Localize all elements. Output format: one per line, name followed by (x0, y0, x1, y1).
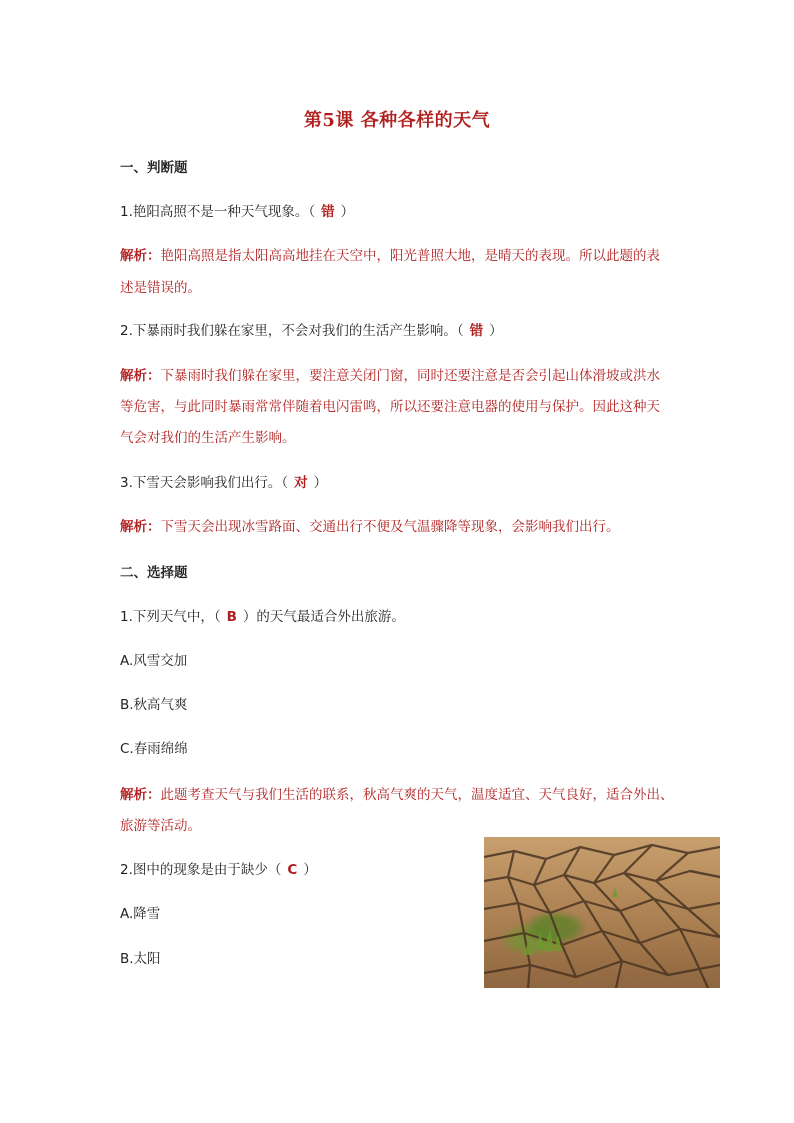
analysis-label: 解析： (120, 368, 161, 384)
option-a: A.风雪交加 (120, 653, 188, 669)
answer: 错 (469, 323, 484, 339)
analysis-1-3 (120, 517, 620, 537)
section1-heading: 一、判断题 (120, 160, 188, 176)
analysis-label: 解析： (120, 787, 161, 803)
question-text: 2.图中的现象是由于缺少（ (120, 862, 282, 878)
analysis-text: 艳阳高照是指太阳高高地挂在天空中，阳光普照大地，是晴天的表现。所以此题的表 (160, 248, 660, 264)
section2-heading: 二、选择题 (120, 565, 188, 581)
question-text: 2.下暴雨时我们躲在家里，不会对我们的生活产生影响。（ (120, 323, 464, 339)
question-1-2 (120, 321, 503, 341)
cracked-earth-photo (484, 837, 720, 988)
question-text: 1.艳阳高照不是一种天气现象。（ (120, 204, 316, 220)
answer: B (226, 609, 237, 625)
question-2-1 (120, 607, 405, 627)
analysis-2-1-line-2: 旅游等活动。 (120, 818, 201, 834)
question-close: ） (303, 862, 317, 878)
analysis-1-1-line-2: 述是错误的。 (120, 280, 201, 296)
analysis-1-2-line-1 (120, 366, 660, 386)
analysis-1-2-line-2: 等危害，与此同时暴雨常常伴随着电闪雷鸣，所以还要注意电器的使用与保护。因此这种天 (120, 399, 660, 415)
option-b: B.秋高气爽 (120, 697, 188, 713)
option-a: A.降雪 (120, 906, 161, 922)
answer: C (287, 862, 298, 878)
question-text: 1.下列天气中，（ (120, 609, 221, 625)
answer: 错 (321, 204, 335, 220)
answer: 对 (294, 475, 308, 491)
analysis-label: 解析： (120, 519, 161, 535)
question-1-3 (120, 473, 327, 493)
page-title: 第5课 各种各样的天气 (303, 110, 491, 131)
option-b: B.太阳 (120, 951, 161, 967)
question-text: 3.下雪天会影响我们出行。（ (120, 475, 289, 491)
question-close: ） (340, 204, 355, 220)
option-c: C.春雨绵绵 (120, 741, 188, 757)
analysis-text: 此题考查天气与我们生活的联系，秋高气爽的天气，温度适宜、天气良好，适合外出、 (160, 787, 674, 803)
analysis-1-2-line-3: 气会对我们的生活产生影响。 (120, 430, 296, 446)
analysis-text: 下雪天会出现冰雪路面、交通出行不便及气温骤降等现象，会影响我们出行。 (160, 519, 620, 535)
question-close: ） (313, 475, 328, 491)
analysis-1-1-line-1 (120, 246, 660, 266)
analysis-text: 下暴雨时我们躲在家里，要注意关闭门窗，同时还要注意是否会引起山体滑坡或洪水 (160, 368, 660, 384)
cracks-drawing (484, 837, 720, 988)
question-2-2 (120, 860, 317, 880)
question-1-1 (120, 202, 354, 222)
analysis-2-1-line-1 (120, 785, 674, 805)
question-close: ）的天气最适合外出旅游。 (242, 609, 405, 625)
analysis-label: 解析： (120, 248, 161, 264)
question-close: ） (489, 323, 503, 339)
